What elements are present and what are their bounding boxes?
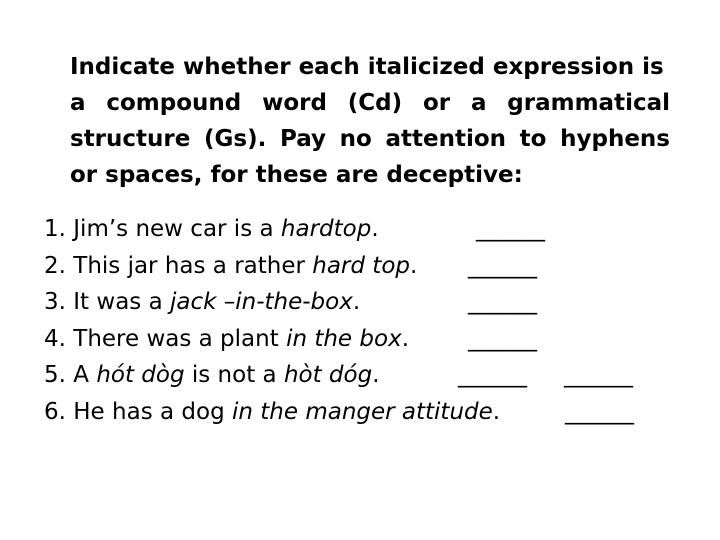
instructions-rest: a compound word (Cd) or a grammatical structure (Gs). Pay no attention to hyphens or spaces, for these are deceptive: — [70, 90, 670, 188]
item-punctuation: . — [352, 289, 361, 315]
exercise-item-3 — [44, 284, 537, 321]
item-punctuation: . — [371, 216, 379, 242]
item-number: 2. — [44, 252, 66, 279]
item-text-middle: is not a — [191, 362, 277, 388]
exercise-item-5 — [44, 357, 633, 394]
exercise-item-4 — [44, 321, 537, 358]
exercise-list — [44, 211, 634, 430]
item-number: 4. — [44, 325, 66, 352]
answer-blank[interactable]: ______ — [468, 252, 537, 279]
item-punctuation: . — [401, 325, 409, 352]
answer-blank[interactable]: ______ — [468, 325, 537, 352]
answer-blank[interactable]: ______ — [458, 362, 527, 388]
item-text: A — [73, 362, 89, 388]
italic-expression: in the box — [286, 325, 402, 352]
italic-expression-2: hòt dóg — [283, 362, 373, 388]
italic-expression: jack –in-the-box — [169, 289, 353, 315]
italic-expression: hardtop — [280, 216, 372, 242]
italic-expression: hard top — [312, 252, 410, 279]
exercise-item-6 — [44, 394, 634, 431]
item-text: This jar has a rather — [73, 252, 305, 279]
answer-blank[interactable]: ______ — [468, 289, 537, 315]
item-text: There was a plant — [73, 325, 279, 352]
item-number: 5. — [44, 362, 66, 388]
item-punctuation: . — [492, 398, 501, 425]
italic-expression: hót dòg — [96, 362, 185, 388]
item-number: 3. — [44, 289, 66, 315]
instructions-line-1: Indicate whether each italicized expression is — [70, 54, 664, 80]
answer-blank[interactable]: ______ — [476, 216, 545, 242]
item-number: 6. — [44, 398, 66, 425]
exercise-item-1 — [44, 211, 545, 248]
exercise-item-2 — [44, 248, 537, 285]
answer-blank-2[interactable]: ______ — [564, 362, 633, 388]
instructions-text — [70, 49, 670, 193]
item-text: It was a — [73, 289, 163, 315]
item-punctuation: . — [372, 362, 380, 388]
item-number: 1. — [44, 216, 66, 242]
answer-blank[interactable]: ______ — [565, 398, 634, 425]
italic-expression: in the manger attitude — [231, 398, 493, 425]
item-text: Jim’s new car is a — [73, 216, 274, 242]
item-text: He has a dog — [73, 398, 225, 425]
item-punctuation: . — [410, 252, 418, 279]
